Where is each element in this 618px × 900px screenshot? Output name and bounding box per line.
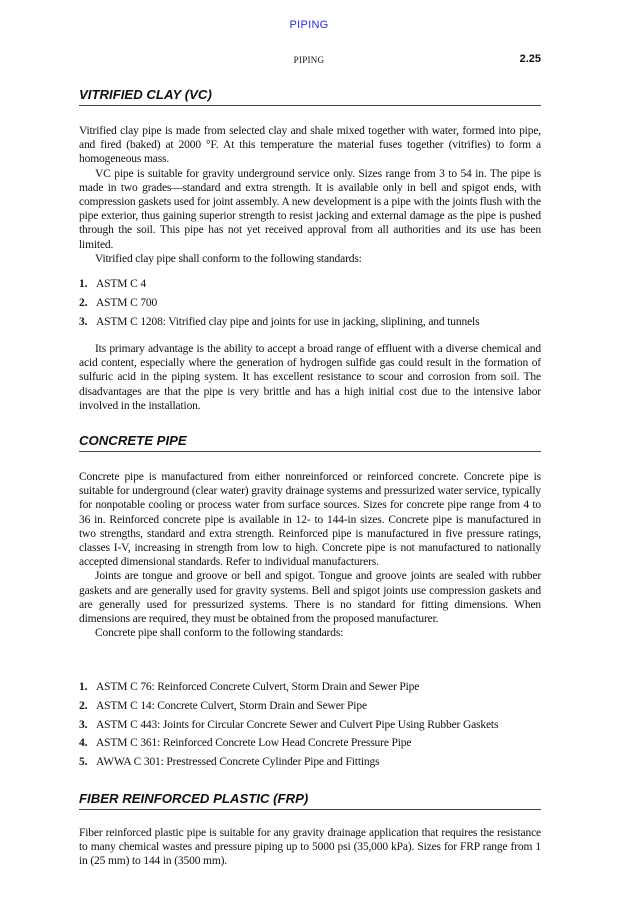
concrete-paragraph-1: Concrete pipe is manufactured from either nonreinforced or reinforced concrete. Concrete pipe is suitable for underground (clear water) gravity drainage systems and pressurized water service, typically for nonpotable cooling or process water from surface sources. Sizes for concrete pipe range from 4 to 36 in. Reinforced concrete pipe is available in 12- to 144-in sizes. Concrete pipe is manufactured in two strengths, standard and extra strength. Reinforced pipe is manufactured in five pressure ratings, classes I-V, increasing in strength from low to high. Concrete pipe is not manufactured to nationally accepted dimensional standards. Refer to individual manufacturers. — [79, 471, 541, 569]
list-item-text: ASTM C 1208: Vitrified clay pipe and joints for use in jacking, sliplining, and tunnels — [96, 315, 480, 328]
frp-intro-block — [79, 826, 541, 869]
top-nav-link[interactable]: PIPING — [289, 19, 329, 31]
vc-paragraph-3: Vitrified clay pipe shall conform to the following standards: — [95, 252, 362, 265]
list-item-text: ASTM C 443: Joints for Circular Concrete Sewer and Culvert Pipe Using Rubber Gaskets — [96, 718, 499, 731]
vc-closing-paragraph: Its primary advantage is the ability to accept a broad range of effluent with a diverse chemical and acid content, especially where the generation of hydrogen sulfide gas could result in the formation of sulfuric acid in the piping system. It has excellent resistance to scour and corrosion from soil. The disadvantages are that the pipe is very brittle and has a high initial cost due to the intensive labor involved in the installation. — [79, 343, 541, 412]
running-head: PIPING — [293, 55, 325, 65]
vc-paragraph-1: Vitrified clay pipe is made from selected clay and shale mixed together with water, formed into pipe, and fired (baked) at 2000 °F. At this temperature the material fuses together (vitrifies) to form a homogeneous mass. — [79, 125, 541, 166]
section-heading-vitrified-clay: VITRIFIED CLAY (VC) — [79, 87, 541, 106]
list-item-text: ASTM C 14: Concrete Culvert, Storm Drain and Sewer Pipe — [96, 699, 367, 712]
vc-closing-block — [79, 342, 541, 413]
list-item-text: ASTM C 700 — [96, 296, 158, 309]
list-item-number: 1. — [79, 681, 88, 693]
vc-standards-list — [79, 275, 549, 331]
list-item — [79, 753, 549, 772]
list-item — [79, 734, 549, 753]
list-item-number: 4. — [79, 737, 88, 750]
section-heading-concrete-pipe: CONCRETE PIPE — [79, 433, 541, 452]
vc-intro-block — [79, 124, 541, 266]
list-item-number: 3. — [79, 315, 88, 328]
frp-paragraph-1: Fiber reinforced plastic pipe is suitable for any gravity drainage application that requires the resistance to many chemical wastes and pressure piping up to 5000 psi (35,000 kPa). Sizes for FRP range from 1 in (25 mm) to 144 in (3500 mm). — [79, 827, 541, 868]
list-item-text: ASTM C 4 — [96, 278, 146, 290]
vc-paragraph-2: VC pipe is suitable for gravity underground service only. Sizes range from 3 to 54 in. The pipe is made in two grades—standard and extra strength. It is available only in bell and spigot ends, with compression gaskets used for joint assembly. A new development is a pipe with the joints flush with the pipe exterior, thus gaining superior strength to resist jacking and external damage as the pipe is pushed through the soil. This pipe has not yet received approval from all authorities and its use has been limited. — [79, 167, 541, 251]
list-item — [79, 275, 549, 294]
list-item-number: 5. — [79, 756, 88, 769]
list-item-number: 1. — [79, 278, 88, 290]
list-item-text: AWWA C 301: Prestressed Concrete Cylinder Pipe and Fittings — [96, 756, 380, 769]
list-item — [79, 678, 549, 697]
list-item — [79, 294, 549, 313]
list-item — [79, 313, 549, 332]
concrete-paragraph-2: Joints are tongue and groove or bell and spigot. Tongue and groove joints are sealed with rubber gaskets and are generally used for gravity systems. Bell and spigot joints use compression gaskets and are generally used for pressurized systems. There is no standard for fitting dimensions. When dimensions are required, they must be obtained from the proposed manufacturer. — [79, 570, 541, 626]
list-item — [79, 716, 549, 735]
section-heading-frp: FIBER REINFORCED PLASTIC (FRP) — [79, 791, 541, 810]
list-item-number: 2. — [79, 296, 88, 309]
concrete-intro-block — [79, 470, 541, 640]
concrete-standards-list — [79, 678, 549, 772]
list-item — [79, 697, 549, 716]
concrete-paragraph-3: Concrete pipe shall conform to the following standards: — [95, 627, 344, 640]
list-item-text: ASTM C 76: Reinforced Concrete Culvert, Storm Drain and Sewer Pipe — [96, 681, 420, 693]
list-item-number: 2. — [79, 699, 88, 712]
list-item-text: ASTM C 361: Reinforced Concrete Low Head Concrete Pressure Pipe — [96, 737, 412, 750]
list-item-number: 3. — [79, 718, 88, 731]
page-number: 2.25 — [519, 53, 541, 65]
